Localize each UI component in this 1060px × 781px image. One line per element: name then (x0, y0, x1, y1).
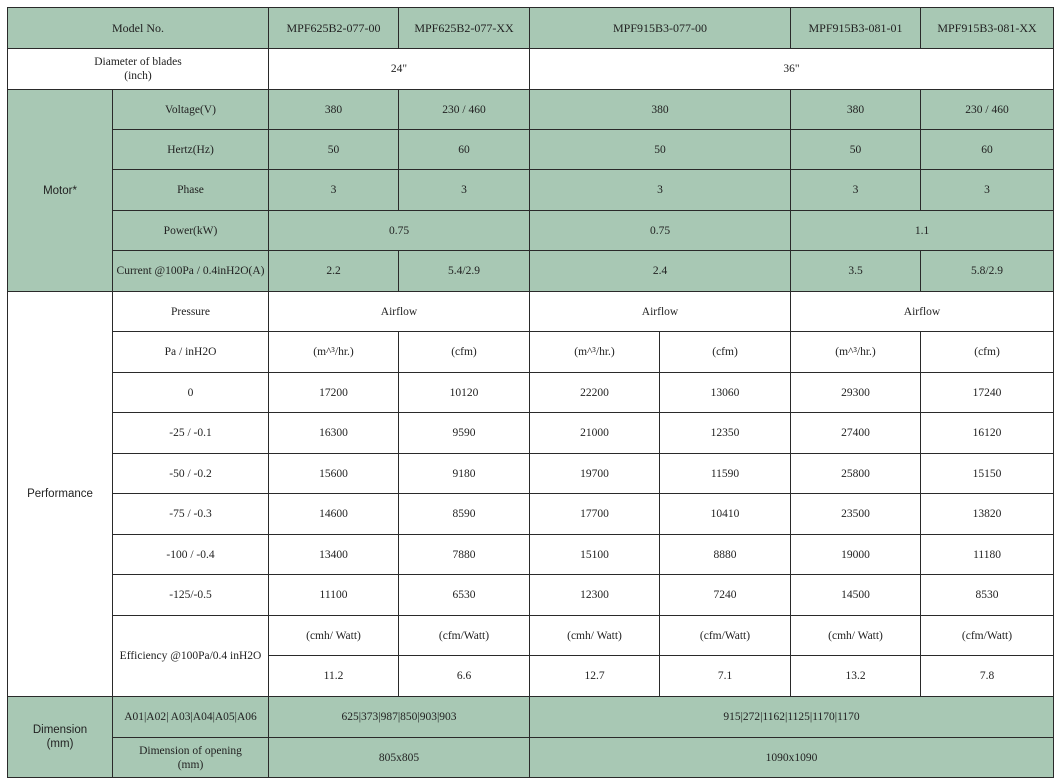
table-row (8, 575, 1054, 616)
airflow-unit: (m^³/hr.) (530, 332, 660, 373)
airflow-value: 6530 (399, 575, 530, 616)
airflow-value: 13400 (269, 535, 399, 575)
opening-label (113, 738, 269, 778)
phase-value: 3 (921, 170, 1054, 211)
airflow-value: 17700 (530, 494, 660, 535)
efficiency-unit: (cmh/ Watt) (530, 616, 660, 656)
efficiency-unit: (cmh/ Watt) (269, 616, 399, 656)
pressure-value: -125/-0.5 (113, 575, 269, 616)
current-value: 5.8/2.9 (921, 251, 1054, 292)
pressure-value: 0 (113, 373, 269, 413)
fan-spec-table (7, 7, 1054, 778)
diameter-label-line2: (inch) (124, 70, 152, 82)
airflow-value: 7240 (660, 575, 791, 616)
airflow-value: 22200 (530, 373, 660, 413)
airflow-value: 27400 (791, 413, 921, 454)
airflow-value: 7880 (399, 535, 530, 575)
voltage-value: 380 (269, 90, 399, 130)
model-name: MPF915B3-081-XX (921, 8, 1054, 49)
airflow-value: 8880 (660, 535, 791, 575)
pressure-units-label: Pa / inH2O (113, 332, 269, 373)
airflow-value: 19000 (791, 535, 921, 575)
airflow-value: 8530 (921, 575, 1054, 616)
opening-label-line2: (mm) (177, 758, 204, 771)
airflow-value: 13060 (660, 373, 791, 413)
hertz-value: 50 (791, 130, 921, 170)
pressure-value: -75 / -0.3 (113, 494, 269, 535)
power-value: 0.75 (269, 211, 530, 251)
performance-section-label: Performance (8, 292, 113, 697)
airflow-value: 16300 (269, 413, 399, 454)
current-value: 2.2 (269, 251, 399, 292)
airflow-value: 10120 (399, 373, 530, 413)
current-value: 3.5 (791, 251, 921, 292)
airflow-value: 15100 (530, 535, 660, 575)
airflow-unit: (m^³/hr.) (791, 332, 921, 373)
power-value: 1.1 (791, 211, 1054, 251)
power-value: 0.75 (530, 211, 791, 251)
opening-label-line1: Dimension of opening (139, 744, 242, 757)
pressure-value: -100 / -0.4 (113, 535, 269, 575)
table-row (8, 454, 1054, 494)
dimension-a-value: 625|373|987|850|903|903 (269, 697, 530, 738)
airflow-value: 17200 (269, 373, 399, 413)
model-name: MPF915B3-081-01 (791, 8, 921, 49)
motor-section-label: Motor* (8, 90, 113, 292)
phase-label: Phase (113, 170, 269, 211)
airflow-unit: (cfm) (660, 332, 791, 373)
efficiency-unit: (cmh/ Watt) (791, 616, 921, 656)
airflow-value: 29300 (791, 373, 921, 413)
airflow-value: 17240 (921, 373, 1054, 413)
airflow-unit: (cfm) (921, 332, 1054, 373)
table-row (8, 413, 1054, 454)
airflow-value: 21000 (530, 413, 660, 454)
efficiency-value: 12.7 (530, 656, 660, 697)
pressure-value: -50 / -0.2 (113, 454, 269, 494)
efficiency-value: 11.2 (269, 656, 399, 697)
airflow-label: Airflow (269, 292, 530, 332)
airflow-value: 23500 (791, 494, 921, 535)
efficiency-unit: (cfm/Watt) (399, 616, 530, 656)
airflow-value: 11590 (660, 454, 791, 494)
pressure-value: -25 / -0.1 (113, 413, 269, 454)
pressure-label: Pressure (113, 292, 269, 332)
voltage-value: 380 (791, 90, 921, 130)
diameter-value: 24" (269, 49, 530, 90)
diameter-label-line1: Diameter of blades (94, 56, 182, 68)
phase-value: 3 (399, 170, 530, 211)
efficiency-value: 7.1 (660, 656, 791, 697)
airflow-value: 12300 (530, 575, 660, 616)
airflow-value: 9180 (399, 454, 530, 494)
efficiency-value: 13.2 (791, 656, 921, 697)
dimension-label-line1: Dimension (32, 724, 88, 736)
dimension-a-label: A01|A02| A03|A04|A05|A06 (113, 697, 269, 738)
dimension-a-value: 915|272|1162|1125|1170|1170 (530, 697, 1054, 738)
efficiency-value: 6.6 (399, 656, 530, 697)
current-value: 2.4 (530, 251, 791, 292)
voltage-value: 380 (530, 90, 791, 130)
airflow-value: 13820 (921, 494, 1054, 535)
hertz-value: 60 (399, 130, 530, 170)
opening-value: 1090x1090 (530, 738, 1054, 778)
airflow-unit: (cfm) (399, 332, 530, 373)
voltage-value: 230 / 460 (921, 90, 1054, 130)
model-no-label: Model No. (8, 8, 269, 49)
airflow-value: 12350 (660, 413, 791, 454)
efficiency-value: 7.8 (921, 656, 1054, 697)
opening-value: 805x805 (269, 738, 530, 778)
model-name: MPF625B2-077-00 (269, 8, 399, 49)
model-name: MPF625B2-077-XX (399, 8, 530, 49)
airflow-value: 10410 (660, 494, 791, 535)
airflow-value: 15150 (921, 454, 1054, 494)
table-row (8, 373, 1054, 413)
efficiency-unit: (cfm/Watt) (921, 616, 1054, 656)
phase-value: 3 (530, 170, 791, 211)
phase-value: 3 (269, 170, 399, 211)
table-row (8, 535, 1054, 575)
airflow-value: 25800 (791, 454, 921, 494)
dimension-section-label (8, 697, 113, 778)
table-row (8, 494, 1054, 535)
hertz-value: 60 (921, 130, 1054, 170)
airflow-value: 19700 (530, 454, 660, 494)
airflow-label: Airflow (791, 292, 1054, 332)
power-label: Power(kW) (113, 211, 269, 251)
efficiency-label: Efficiency @100Pa/0.4 inH2O (113, 616, 269, 697)
airflow-value: 15600 (269, 454, 399, 494)
diameter-value: 36" (530, 49, 1054, 90)
airflow-value: 11180 (921, 535, 1054, 575)
airflow-value: 9590 (399, 413, 530, 454)
voltage-label: Voltage(V) (113, 90, 269, 130)
airflow-value: 14600 (269, 494, 399, 535)
model-name: MPF915B3-077-00 (530, 8, 791, 49)
diameter-label (8, 49, 269, 90)
hertz-label: Hertz(Hz) (113, 130, 269, 170)
current-value: 5.4/2.9 (399, 251, 530, 292)
airflow-value: 14500 (791, 575, 921, 616)
airflow-unit: (m^³/hr.) (269, 332, 399, 373)
hertz-value: 50 (530, 130, 791, 170)
dimension-label-line2: (mm) (46, 738, 74, 750)
airflow-label: Airflow (530, 292, 791, 332)
hertz-value: 50 (269, 130, 399, 170)
airflow-value: 8590 (399, 494, 530, 535)
airflow-value: 16120 (921, 413, 1054, 454)
efficiency-unit: (cfm/Watt) (660, 616, 791, 656)
voltage-value: 230 / 460 (399, 90, 530, 130)
phase-value: 3 (791, 170, 921, 211)
current-label: Current @100Pa / 0.4inH2O(A) (113, 251, 269, 292)
airflow-value: 11100 (269, 575, 399, 616)
